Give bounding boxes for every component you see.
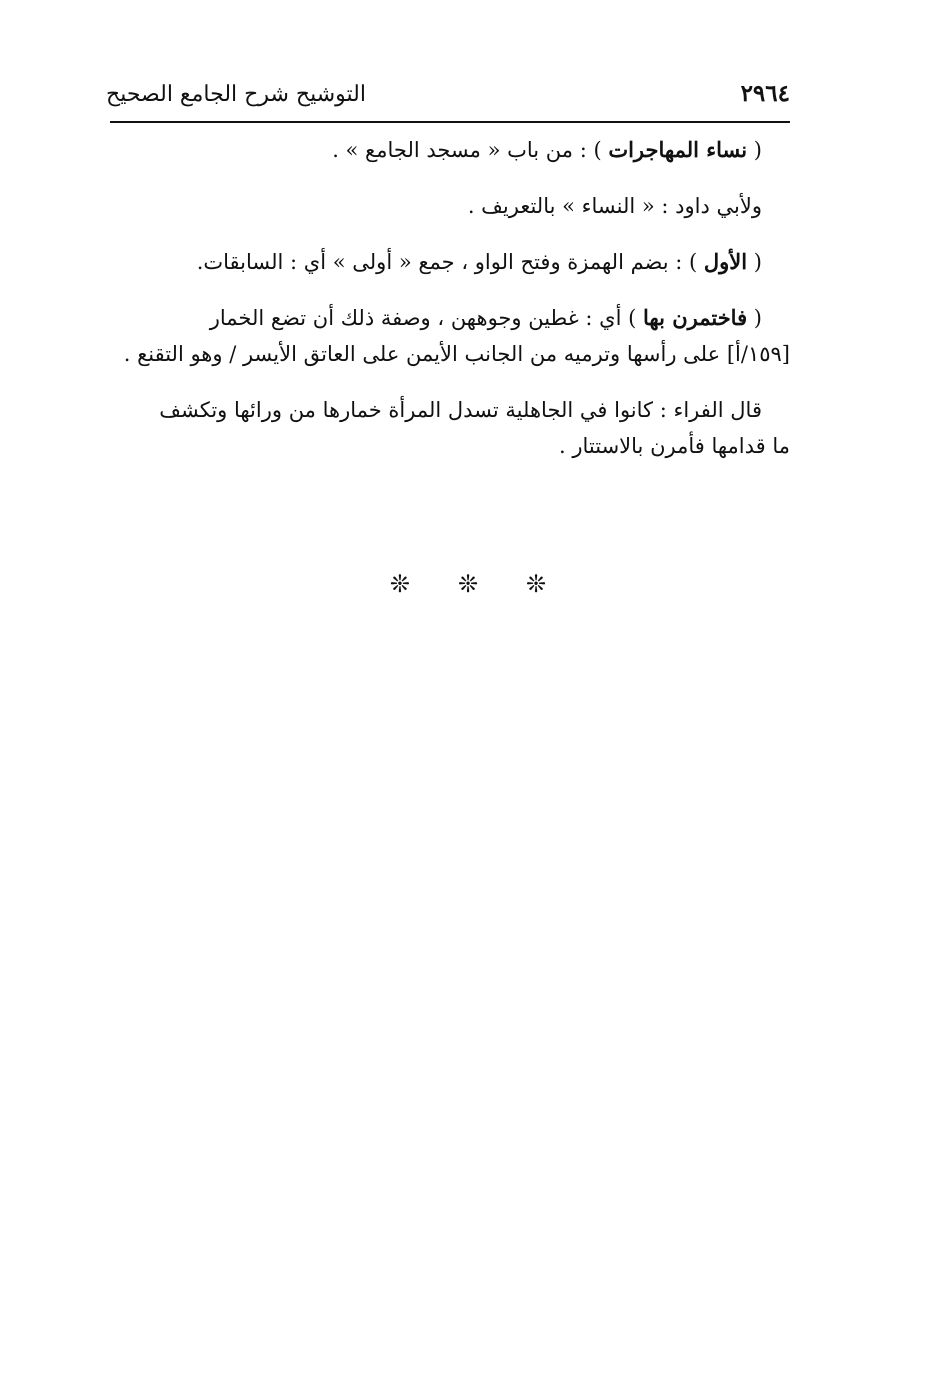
bold-term: نساء المهاجرات (608, 137, 748, 162)
header-rule (110, 121, 790, 123)
paragraph-line: [١٥٩/أ] على رأسها وترميه من الجانب الأيمن على العاتق الأيسر / وهو التقنع . (123, 342, 790, 366)
paragraph-line: ما قدامها فأمرن بالاستتار . (559, 434, 790, 458)
manuscript-folio-ref: [١٥٩/أ] (726, 342, 790, 366)
paragraph-line: ( فاختمرن بها ) أي : غطين وجوههن ، وصفة ذلك أن تضع الخمار (209, 305, 762, 330)
section-separator (0, 570, 936, 598)
bold-term: فاختمرن بها (642, 305, 748, 330)
asterism-glyph: ❊ (526, 570, 547, 598)
paragraph-line: ( نساء المهاجرات ) : من باب « مسجد الجامع » . (332, 137, 762, 162)
asterism-glyph: ❊ (457, 570, 479, 598)
paragraph-line: ( الأول ) : بضم الهمزة وفتح الواو ، جمع « أولى » أي : السابقات. (196, 249, 762, 274)
bold-term: الأول (703, 249, 748, 274)
page-number: ٢٩٦٤ (740, 80, 790, 107)
paragraph-line: ولأبي داود : « النساء » بالتعريف . (467, 194, 762, 218)
paragraph-line: قال الفراء : كانوا في الجاهلية تسدل المرأة خمارها من ورائها وتكشف (159, 398, 762, 422)
asterism-glyph: ❊ (389, 570, 410, 598)
body-text (110, 132, 790, 464)
book-title: التوشيح شرح الجامع الصحيح (106, 82, 366, 107)
running-header (106, 78, 790, 118)
